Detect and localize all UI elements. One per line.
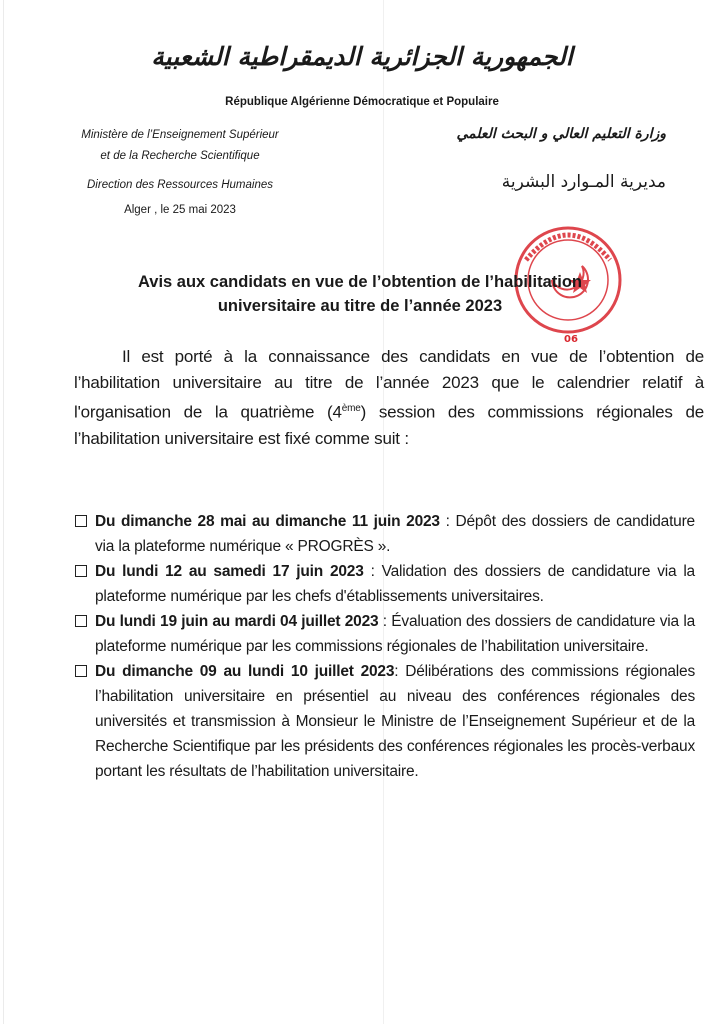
intro-paragraph: [74, 344, 704, 452]
title-line1: Avis aux candidats en vue de l’obtention de l’habilitation: [137, 273, 583, 291]
document-date: Alger , le 25 mai 2023: [124, 204, 236, 216]
item-date: Du lundi 19 juin au mardi 04 juillet 2023: [95, 613, 379, 630]
list-item: [75, 559, 695, 609]
french-republic-heading: République Algérienne Démocratique et Populaire: [225, 96, 499, 108]
intro-text-end: ) session des commissions régionales de l’habilitation universitaire est fixé comme suit :: [74, 402, 704, 448]
ministry-fr-line2: et de la Recherche Scientifique: [100, 150, 260, 162]
calendar-list: [75, 509, 695, 784]
notice-title: [80, 270, 640, 318]
ministry-fr-line1: Ministère de l’Enseignement Supérieur: [81, 129, 279, 141]
checkbox-bullet-icon: [75, 565, 87, 577]
list-item: [75, 659, 695, 784]
item-separator: :: [378, 613, 392, 630]
item-separator: :: [394, 663, 406, 680]
direction-fr: Direction des Ressources Humaines: [87, 179, 273, 191]
item-text: Évaluation des dossiers de candidature via la plateforme numérique par les commissions régionales de l’habilitation universitaire.: [95, 613, 695, 655]
item-separator: :: [363, 563, 382, 580]
checkbox-bullet-icon: [75, 615, 87, 627]
item-date: Du dimanche 28 mai au dimanche 11 juin 2023: [95, 513, 440, 530]
item-text: Dépôt des dossiers de candidature via la plateforme numérique « PROGRÈS ».: [95, 513, 695, 555]
list-item: [75, 609, 695, 659]
intro-text: Il est porté à la connaissance des candidats en vue de l’obtention de l’habilitation universitaire au titre de l’année 2023 que le calendrier relatif à l'organisation de la quatrième (4: [74, 347, 704, 422]
list-item: [75, 509, 695, 559]
ministry-ar: وزارة التعليم العالي و البحث العلمي: [456, 126, 666, 142]
title-line2: universitaire au titre de l’année 2023: [217, 297, 503, 315]
svg-text:06: 06: [564, 334, 578, 345]
direction-ar: مديرية المـوارد البشرية: [501, 172, 666, 192]
item-separator: :: [439, 513, 456, 530]
arabic-republic-heading: الجمهورية الجزائرية الديمقراطية الشعبية: [151, 42, 573, 71]
checkbox-bullet-icon: [75, 665, 87, 677]
item-date: Du lundi 12 au samedi 17 juin 2023: [95, 563, 364, 580]
item-date: Du dimanche 09 au lundi 10 juillet 2023: [95, 663, 395, 680]
scan-edge: [3, 0, 4, 1024]
item-text: Délibérations des commissions régionales l’habilitation universitaire en présentiel au niveau des conférences régionales des universités et transmission à Monsieur le Ministre de l’Enseignement Supérieur et de la Recherche Scientifique par les présidents des conférences régionales les procès-verbaux portant les résultats de l’habilitation universitaire.: [95, 663, 696, 780]
checkbox-bullet-icon: [75, 515, 87, 527]
intro-sup: ème: [341, 403, 361, 414]
item-text: Validation des dossiers de candidature via la plateforme numérique par les chefs d'établissements universitaires.: [95, 563, 695, 605]
